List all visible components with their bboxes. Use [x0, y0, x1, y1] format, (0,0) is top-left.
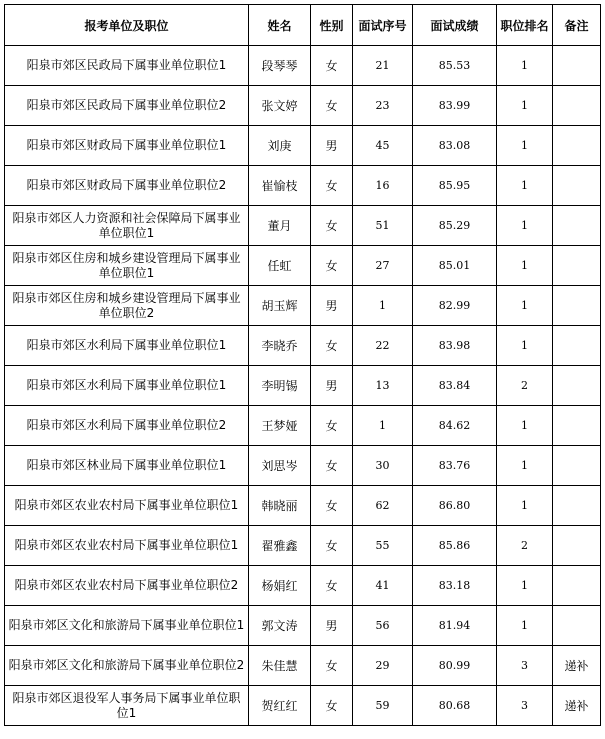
cell-interview-number: 62: [353, 486, 413, 526]
cell-interview-score: 85.86: [413, 526, 497, 566]
cell-unit-position: 阳泉市郊区住房和城乡建设管理局下属事业单位职位2: [5, 286, 249, 326]
cell-remarks: [553, 126, 601, 166]
cell-interview-score: 80.99: [413, 646, 497, 686]
cell-interview-number: 1: [353, 406, 413, 446]
header-interview-score: 面试成绩: [413, 5, 497, 46]
cell-interview-score: 85.53: [413, 46, 497, 86]
cell-interview-score: 86.80: [413, 486, 497, 526]
cell-unit-position: 阳泉市郊区农业农村局下属事业单位职位1: [5, 526, 249, 566]
cell-gender: 男: [311, 286, 353, 326]
cell-gender: 女: [311, 406, 353, 446]
table-row: [5, 126, 601, 166]
cell-unit-position: 阳泉市郊区水利局下属事业单位职位1: [5, 326, 249, 366]
header-unit-position: 报考单位及职位: [5, 5, 249, 46]
header-name: 姓名: [249, 5, 311, 46]
cell-position-rank: 3: [497, 686, 553, 726]
cell-interview-number: 23: [353, 86, 413, 126]
cell-name: 李明锡: [249, 366, 311, 406]
cell-gender: 女: [311, 86, 353, 126]
cell-position-rank: 1: [497, 446, 553, 486]
cell-position-rank: 1: [497, 606, 553, 646]
header-row: [5, 5, 601, 46]
cell-interview-score: 85.95: [413, 166, 497, 206]
cell-name: 任虹: [249, 246, 311, 286]
table-body: [5, 46, 601, 726]
cell-gender: 女: [311, 206, 353, 246]
cell-interview-number: 51: [353, 206, 413, 246]
cell-interview-score: 83.18: [413, 566, 497, 606]
table-header: [5, 5, 601, 46]
table-row: [5, 526, 601, 566]
table-row: [5, 46, 601, 86]
cell-name: 段琴琴: [249, 46, 311, 86]
cell-position-rank: 1: [497, 206, 553, 246]
cell-position-rank: 1: [497, 86, 553, 126]
cell-name: 张文婷: [249, 86, 311, 126]
cell-interview-number: 29: [353, 646, 413, 686]
cell-unit-position: 阳泉市郊区民政局下属事业单位职位2: [5, 86, 249, 126]
cell-remarks: [553, 46, 601, 86]
cell-interview-number: 55: [353, 526, 413, 566]
cell-interview-score: 85.01: [413, 246, 497, 286]
table-row: [5, 606, 601, 646]
cell-position-rank: 1: [497, 286, 553, 326]
cell-remarks: 递补: [553, 686, 601, 726]
table-row: [5, 246, 601, 286]
cell-interview-number: 59: [353, 686, 413, 726]
cell-unit-position: 阳泉市郊区人力资源和社会保障局下属事业单位职位1: [5, 206, 249, 246]
cell-position-rank: 1: [497, 326, 553, 366]
header-gender: 性别: [311, 5, 353, 46]
cell-name: 杨娟红: [249, 566, 311, 606]
cell-interview-score: 83.99: [413, 86, 497, 126]
cell-name: 贺红红: [249, 686, 311, 726]
cell-remarks: [553, 326, 601, 366]
cell-gender: 女: [311, 686, 353, 726]
cell-remarks: [553, 606, 601, 646]
cell-gender: 女: [311, 526, 353, 566]
cell-interview-score: 83.08: [413, 126, 497, 166]
cell-interview-score: 83.84: [413, 366, 497, 406]
cell-position-rank: 1: [497, 166, 553, 206]
cell-gender: 女: [311, 566, 353, 606]
cell-unit-position: 阳泉市郊区文化和旅游局下属事业单位职位1: [5, 606, 249, 646]
cell-name: 郭文涛: [249, 606, 311, 646]
cell-name: 崔愉枝: [249, 166, 311, 206]
table-row: [5, 326, 601, 366]
cell-gender: 女: [311, 486, 353, 526]
cell-remarks: [553, 486, 601, 526]
cell-interview-score: 82.99: [413, 286, 497, 326]
cell-position-rank: 2: [497, 366, 553, 406]
cell-remarks: [553, 566, 601, 606]
cell-interview-number: 45: [353, 126, 413, 166]
cell-interview-number: 13: [353, 366, 413, 406]
header-interview-number: 面试序号: [353, 5, 413, 46]
cell-name: 王梦娅: [249, 406, 311, 446]
cell-remarks: [553, 446, 601, 486]
cell-gender: 女: [311, 326, 353, 366]
cell-position-rank: 1: [497, 486, 553, 526]
cell-gender: 男: [311, 606, 353, 646]
cell-remarks: 递补: [553, 646, 601, 686]
cell-unit-position: 阳泉市郊区退役军人事务局下属事业单位职位1: [5, 686, 249, 726]
cell-position-rank: 1: [497, 406, 553, 446]
cell-remarks: [553, 406, 601, 446]
table-row: [5, 366, 601, 406]
cell-interview-score: 85.29: [413, 206, 497, 246]
cell-gender: 女: [311, 246, 353, 286]
cell-remarks: [553, 86, 601, 126]
cell-interview-number: 56: [353, 606, 413, 646]
cell-interview-number: 21: [353, 46, 413, 86]
cell-name: 刘思岑: [249, 446, 311, 486]
cell-interview-number: 22: [353, 326, 413, 366]
table-row: [5, 486, 601, 526]
cell-unit-position: 阳泉市郊区文化和旅游局下属事业单位职位2: [5, 646, 249, 686]
cell-interview-score: 80.68: [413, 686, 497, 726]
cell-name: 刘庚: [249, 126, 311, 166]
table-row: [5, 86, 601, 126]
cell-gender: 男: [311, 366, 353, 406]
cell-name: 李晓乔: [249, 326, 311, 366]
cell-unit-position: 阳泉市郊区财政局下属事业单位职位2: [5, 166, 249, 206]
cell-name: 翟雅鑫: [249, 526, 311, 566]
cell-unit-position: 阳泉市郊区农业农村局下属事业单位职位1: [5, 486, 249, 526]
cell-interview-number: 41: [353, 566, 413, 606]
cell-remarks: [553, 206, 601, 246]
cell-gender: 女: [311, 646, 353, 686]
cell-interview-number: 16: [353, 166, 413, 206]
cell-interview-score: 83.76: [413, 446, 497, 486]
cell-interview-score: 81.94: [413, 606, 497, 646]
cell-remarks: [553, 246, 601, 286]
table-row: [5, 286, 601, 326]
cell-gender: 女: [311, 46, 353, 86]
cell-position-rank: 2: [497, 526, 553, 566]
cell-interview-score: 84.62: [413, 406, 497, 446]
cell-remarks: [553, 366, 601, 406]
table-row: [5, 646, 601, 686]
table-row: [5, 166, 601, 206]
cell-unit-position: 阳泉市郊区住房和城乡建设管理局下属事业单位职位1: [5, 246, 249, 286]
cell-interview-score: 83.98: [413, 326, 497, 366]
results-table: [4, 4, 601, 726]
table-row: [5, 206, 601, 246]
cell-unit-position: 阳泉市郊区财政局下属事业单位职位1: [5, 126, 249, 166]
cell-unit-position: 阳泉市郊区民政局下属事业单位职位1: [5, 46, 249, 86]
table-row: [5, 446, 601, 486]
cell-name: 胡玉辉: [249, 286, 311, 326]
cell-position-rank: 1: [497, 126, 553, 166]
cell-gender: 男: [311, 126, 353, 166]
cell-unit-position: 阳泉市郊区农业农村局下属事业单位职位2: [5, 566, 249, 606]
cell-position-rank: 3: [497, 646, 553, 686]
cell-gender: 女: [311, 166, 353, 206]
cell-unit-position: 阳泉市郊区水利局下属事业单位职位1: [5, 366, 249, 406]
table-row: [5, 566, 601, 606]
cell-position-rank: 1: [497, 46, 553, 86]
cell-gender: 女: [311, 446, 353, 486]
cell-name: 韩晓丽: [249, 486, 311, 526]
cell-interview-number: 1: [353, 286, 413, 326]
header-remarks: 备注: [553, 5, 601, 46]
cell-name: 朱佳慧: [249, 646, 311, 686]
cell-position-rank: 1: [497, 246, 553, 286]
header-position-rank: 职位排名: [497, 5, 553, 46]
cell-remarks: [553, 166, 601, 206]
cell-interview-number: 27: [353, 246, 413, 286]
cell-name: 董月: [249, 206, 311, 246]
table-row: [5, 686, 601, 726]
cell-interview-number: 30: [353, 446, 413, 486]
cell-unit-position: 阳泉市郊区水利局下属事业单位职位2: [5, 406, 249, 446]
table-row: [5, 406, 601, 446]
cell-unit-position: 阳泉市郊区林业局下属事业单位职位1: [5, 446, 249, 486]
cell-remarks: [553, 286, 601, 326]
cell-position-rank: 1: [497, 566, 553, 606]
cell-remarks: [553, 526, 601, 566]
